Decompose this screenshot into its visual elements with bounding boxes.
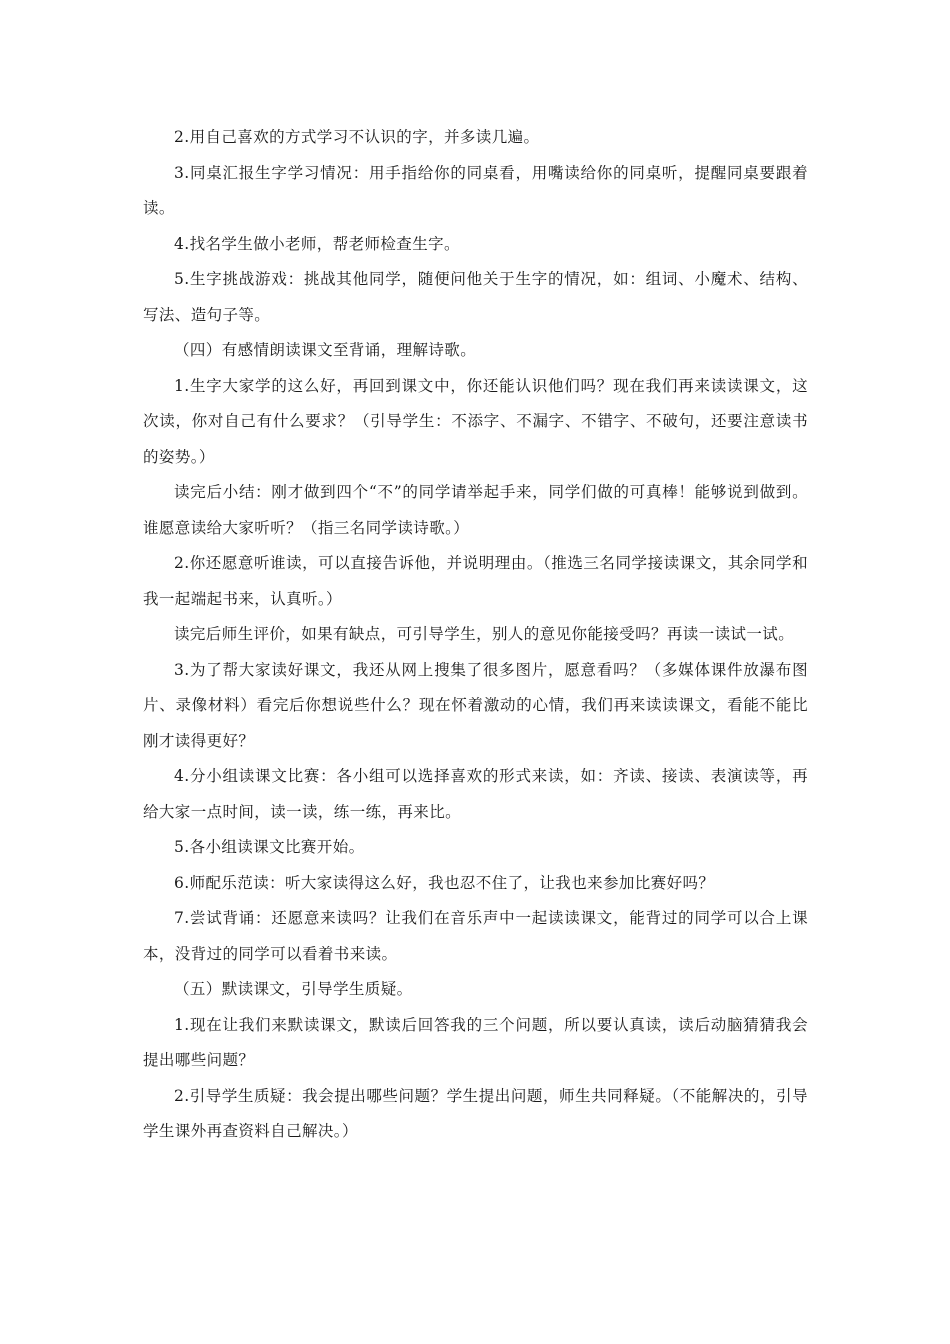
paragraph: 2.引导学生质疑：我会提出哪些问题？学生提出问题，师生共同释疑。（不能解决的，引导学生课外再查资料自己解决。） — [143, 1086, 808, 1140]
paragraph: 读完后师生评价，如果有缺点，可引导学生，别人的意见你能接受吗？再读一读试一试。 — [174, 625, 795, 643]
paragraph: 4.找名学生做小老师，帮老师检查生字。 — [174, 234, 460, 253]
paragraph: 5.生字挑战游戏：挑战其他同学，随便问他关于生字的情况，如：组词、小魔术、结构、写法、造句子等。 — [143, 270, 808, 324]
paragraph: 2.用自己喜欢的方式学习不认识的字，并多读几遍。 — [174, 128, 540, 146]
paragraph: 3.同桌汇报生字学习情况：用手指给你的同桌看，用嘴读给你的同桌听，提醒同桌要跟着读。 — [143, 163, 808, 217]
paragraph: 6.师配乐范读：听大家读得这么好，我也忍不住了，让我也来参加比赛好吗？ — [174, 873, 715, 892]
paragraph: 1.现在让我们来默读课文，默读后回答我的三个问题，所以要认真读，读后动脑猜猜我会提出哪些问题？ — [143, 1015, 808, 1069]
paragraph: 4.分小组读课文比赛：各小组可以选择喜欢的形式来读，如：齐读、接读、表演读等，再给大家一点时间，读一读，练一练，再来比。 — [143, 767, 808, 821]
paragraph: 3.为了帮大家读好课文，我还从网上搜集了很多图片，愿意看吗？（多媒体课件放瀑布图片、录像材料）看完后你想说些什么？现在怀着激动的心情，我们再来读读课文，看能不能比刚才读得更好？ — [143, 660, 808, 750]
document-body — [143, 120, 808, 1150]
paragraph: 2.你还愿意听谁读，可以直接告诉他，并说明理由。（推选三名同学接读课文，其余同学和我一起端起书来，认真听。） — [143, 554, 808, 608]
paragraph: 1.生字大家学的这么好，再回到课文中，你还能认识他们吗？现在我们再来读读课文，这次读，你对自己有什么要求？（引导学生：不添字、不漏字、不错字、不破句，还要注意读书的姿势。） — [143, 376, 808, 466]
paragraph: 5.各小组读课文比赛开始。 — [174, 838, 365, 856]
section-heading: （五）默读课文，引导学生质疑。 — [174, 980, 413, 998]
paragraph: 7.尝试背诵：还愿意来读吗？让我们在音乐声中一起读读课文，能背过的同学可以合上课本，没背过的同学可以看着书来读。 — [143, 909, 808, 963]
paragraph: 读完后小结：刚才做到四个“不”的同学请举起手来，同学们做的可真棒！能够说到做到。谁愿意读给大家听听？（指三名同学读诗歌。） — [143, 483, 808, 537]
section-heading: （四）有感情朗读课文至背诵，理解诗歌。 — [174, 341, 477, 359]
